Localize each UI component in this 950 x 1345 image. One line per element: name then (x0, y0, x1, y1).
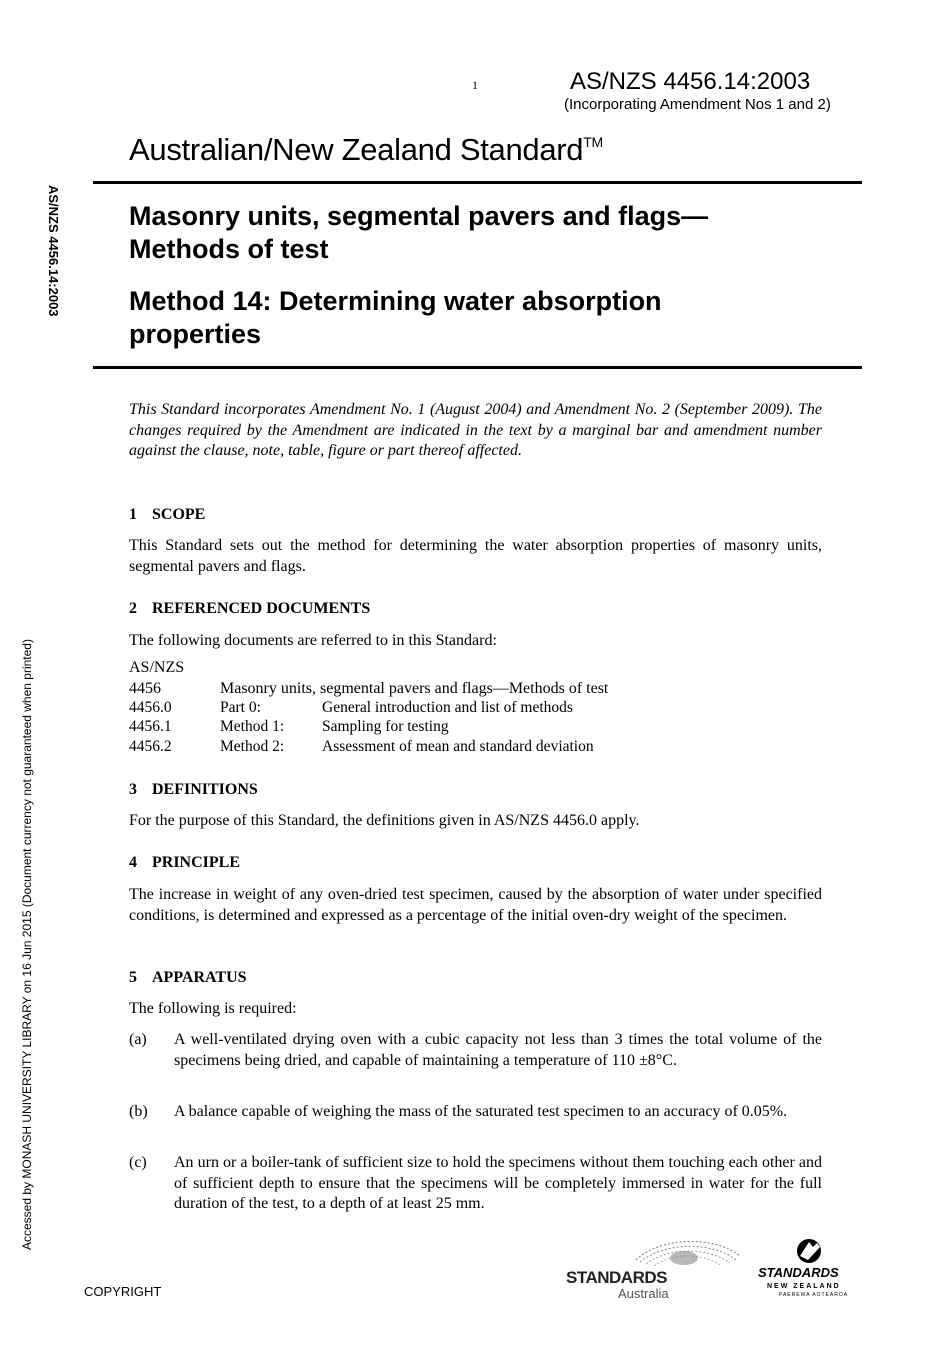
side-access-note: Accessed by MONASH UNIVERSITY LIBRARY on 16 Jun 2015 (Document currency not guaranteed when printed) (20, 639, 34, 1250)
section-title: SCOPE (152, 506, 206, 523)
document-title (129, 200, 829, 266)
section-title: REFERENCED DOCUMENTS (152, 600, 371, 617)
ref-part: Method 1: (220, 718, 285, 735)
amendment-intro: This Standard incorporates Amendment No. 1 (August 2004) and Amendment No. 2 (September 2009). The changes required by the Amendment are indicated in the text by a marginal bar and amendment number against the clause, note, table, figure or part thereof affected. (129, 401, 822, 460)
title-line-2: Methods of test (129, 234, 329, 264)
list-item-text: A balance capable of weighing the mass of the saturated test specimen to an accuracy of 0.05%. (174, 1103, 788, 1120)
ref-part: Part 0: (220, 699, 261, 716)
section-title: PRINCIPLE (152, 854, 241, 871)
list-item-label: (c) (129, 1154, 147, 1171)
refs-series: AS/NZS (129, 659, 185, 676)
org-title (129, 132, 603, 168)
section-number: 5 (129, 969, 137, 986)
amendment-note: (Incorporating Amendment Nos 1 and 2) (564, 96, 831, 113)
list-item (129, 1030, 822, 1071)
definitions-text: For the purpose of this Standard, the definitions given in AS/NZS 4456.0 apply. (129, 812, 640, 829)
ref-code: 4456.0 (129, 699, 172, 716)
page-number: 1 (472, 78, 478, 92)
section-heading-principle (129, 854, 240, 872)
copyright-notice: COPYRIGHT (84, 1284, 162, 1299)
refs-intro-text: The following documents are referred to in this Standard: (129, 632, 497, 649)
method-title (129, 285, 829, 351)
ref-title: General introduction and list of methods (322, 699, 573, 716)
top-rule (93, 181, 862, 184)
standards-new-zealand-emblem (797, 1239, 821, 1263)
standards-new-zealand-logo (757, 1238, 867, 1298)
section-number: 1 (129, 506, 137, 523)
org-title-text: Australian/New Zealand Standard (129, 132, 584, 167)
list-item-text: An urn or a boiler-tank of sufficient size to hold the specimens without them touching each other and of sufficient depth to ensure that the specimens will be completely immersed in water for the full duration of the test, to a depth of at least 25 mm. (174, 1154, 822, 1213)
apparatus-intro-text: The following is required: (129, 1000, 297, 1017)
standards-australia-logo (566, 1236, 742, 1300)
list-item-text: A well-ventilated drying oven with a cubic capacity not less than 3 times the total volume of the specimens being dried, and capable of maintaining a temperature of 110 ±8°C. (174, 1031, 822, 1069)
section-number: 2 (129, 600, 137, 617)
list-item (129, 1102, 822, 1123)
section-number: 3 (129, 781, 137, 798)
standards-australia-swirl (636, 1241, 740, 1266)
section-heading-refs (129, 600, 370, 618)
list-item-label: (a) (129, 1031, 147, 1048)
section-heading-scope (129, 506, 205, 524)
list-item (129, 1153, 822, 1215)
trademark: TM (583, 134, 603, 150)
ref-code: 4456 (129, 680, 161, 697)
list-item-label: (b) (129, 1103, 148, 1120)
logo-sa-sub-text: Australia (618, 1286, 669, 1300)
principle-text: The increase in weight of any oven-dried test specimen, caused by the absorption of water under specified conditions, is determined and expressed as a percentage of the initial oven-dry weight of the specimen. (129, 886, 822, 924)
method-title-line-2: properties (129, 319, 262, 349)
logo-nz-main-text: STANDARDS (758, 1265, 839, 1280)
ref-code: 4456.2 (129, 738, 172, 755)
scope-text: This Standard sets out the method for determining the water absorption properties of masonry units, segmental pavers and flags. (129, 537, 822, 575)
title-line-1: Masonry units, segmental pavers and flags— (129, 201, 709, 231)
section-title: DEFINITIONS (152, 781, 258, 798)
ref-part: Method 2: (220, 738, 285, 755)
logo-nz-maori-text: PAEREWA AOTEAROA (779, 1292, 849, 1298)
logo-sa-main-text: STANDARDS (566, 1268, 667, 1287)
side-standard-id: AS/NZS 4456.14:2003 (46, 185, 61, 317)
section-heading-definitions (129, 781, 258, 799)
ref-title: Sampling for testing (322, 718, 449, 735)
section-heading-apparatus (129, 969, 247, 987)
section-number: 4 (129, 854, 137, 871)
logo-nz-sub-text: NEW ZEALAND (767, 1283, 841, 1290)
ref-title: Assessment of mean and standard deviation (322, 738, 594, 755)
method-title-line-1: Method 14: Determining water absorption (129, 286, 662, 316)
ref-title: Masonry units, segmental pavers and flags—Methods of test (220, 680, 609, 697)
section-title: APPARATUS (152, 969, 247, 986)
ref-code: 4456.1 (129, 718, 172, 735)
standard-id: AS/NZS 4456.14:2003 (570, 68, 811, 95)
bottom-rule (93, 366, 862, 369)
